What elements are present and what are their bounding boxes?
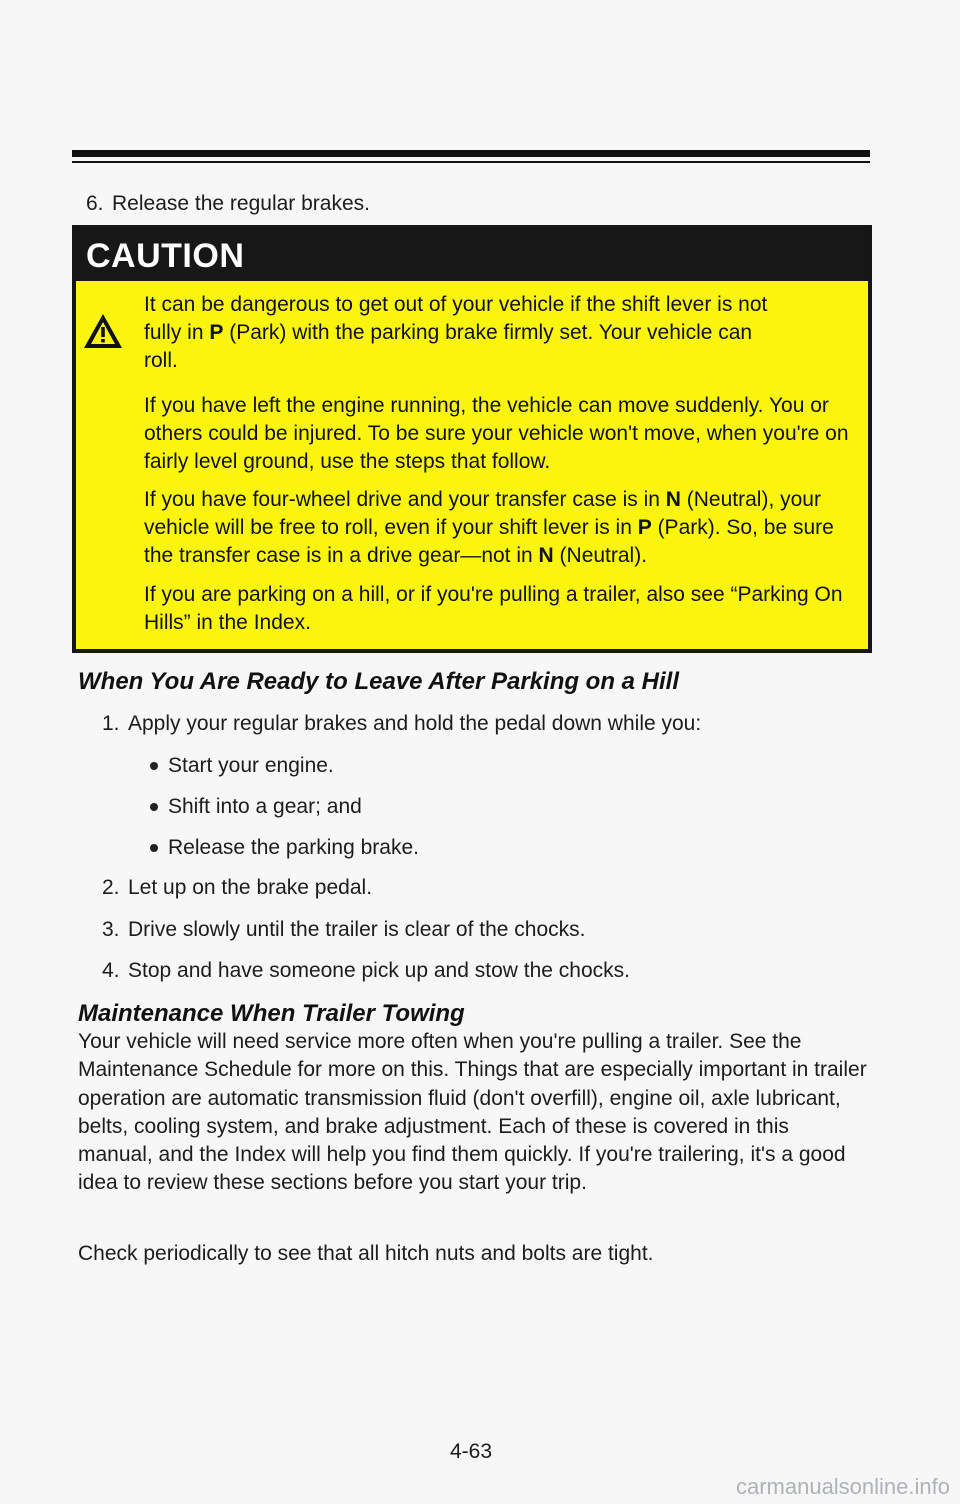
step-number: 3. <box>102 918 120 941</box>
bullet-text: Start your engine. <box>168 754 334 777</box>
step-text: Let up on the brake pedal. <box>128 876 373 899</box>
hitch-check-paragraph: Check periodically to see that all hitch nuts and bolts are tight. <box>78 1242 654 1265</box>
bullet-icon <box>150 844 158 852</box>
step-number: 1. <box>102 712 120 735</box>
list-item-step-3 <box>102 918 586 942</box>
bullet-icon <box>150 762 158 770</box>
step-text: Drive slowly until the trailer is clear of the chocks. <box>128 918 586 941</box>
caution-title: CAUTION <box>86 237 245 275</box>
bullet-icon <box>150 803 158 811</box>
step-text: Stop and have someone pick up and stow the chocks. <box>128 959 630 982</box>
step-number: 4. <box>102 959 120 982</box>
step-number: 6. <box>86 192 104 215</box>
text-span: fully in <box>144 321 210 344</box>
caution-header <box>76 229 868 281</box>
bullet-item <box>150 754 334 778</box>
section-heading-maintenance-towing: Maintenance When Trailer Towing <box>78 1000 465 1027</box>
step-number: 2. <box>102 876 120 899</box>
bullet-item <box>150 836 419 860</box>
bold-letter: N <box>538 544 554 567</box>
header-rule-thin <box>72 161 870 163</box>
header-rule-thick <box>72 150 870 157</box>
bullet-text: Release the parking brake. <box>168 836 419 859</box>
bold-letter: P <box>209 321 224 344</box>
caution-paragraph-1-line-2 <box>144 319 864 347</box>
watermark: carmanualsonline.info <box>735 1474 950 1499</box>
caution-paragraph-4: If you are parking on a hill, or if you're pulling a trailer, also see “Parking On Hills” in the Index. <box>144 583 843 634</box>
warning-triangle-icon <box>83 313 123 349</box>
text-span: (Park) with the parking brake firmly set. Your vehicle can <box>223 321 753 344</box>
text-span: (Neutral). <box>553 544 648 567</box>
caution-paragraph-2: If you have left the engine running, the vehicle can move suddenly. You or others could be injured. To be sure your vehicle won't move, when you're on fairly level ground, use the steps that follow. <box>144 394 849 473</box>
bold-letter: P <box>637 516 652 539</box>
page-number: 4-63 <box>450 1440 493 1463</box>
caution-box <box>72 225 872 653</box>
maintenance-paragraph: Your vehicle will need service more often when you're pulling a trailer. See the Maintenance Schedule for more on this. Things that are especially important in trailer operation are automatic transmission fluid (don't overfill), engine oil, axle lubricant, belts, cooling system, and brake adjustment. Each of these is covered in this manual, and the Index will help you find them quickly. If you're trailering, it's a good idea to review these sections before you start your trip. <box>78 1030 867 1195</box>
list-item-step-2 <box>102 876 372 900</box>
section-heading-leave-after-parking: When You Are Ready to Leave After Parking on a Hill <box>78 668 680 695</box>
list-item-step-4 <box>102 959 630 983</box>
bullet-item <box>150 795 362 819</box>
list-item-step-1 <box>102 712 701 736</box>
text-span: (Neutral), your vehicle will be free to roll, even if your shift lever is in <box>144 488 821 539</box>
step-text: Release the regular brakes. <box>112 192 370 215</box>
bullet-text: Shift into a gear; and <box>168 795 362 818</box>
text-span: If you have four-wheel drive and your transfer case is in <box>144 488 666 511</box>
step-6 <box>86 192 370 216</box>
caution-paragraph-3 <box>144 486 864 570</box>
bold-letter: N <box>665 488 681 511</box>
step-text: Apply your regular brakes and hold the pedal down while you: <box>128 712 702 735</box>
caution-paragraph-1-line-1: It can be dangerous to get out of your vehicle if the shift lever is not <box>144 293 768 316</box>
caution-paragraph-1-line-3: roll. <box>144 349 178 372</box>
text-span: (Park). So, be sure the transfer case is in a drive gear—not in <box>144 516 834 567</box>
